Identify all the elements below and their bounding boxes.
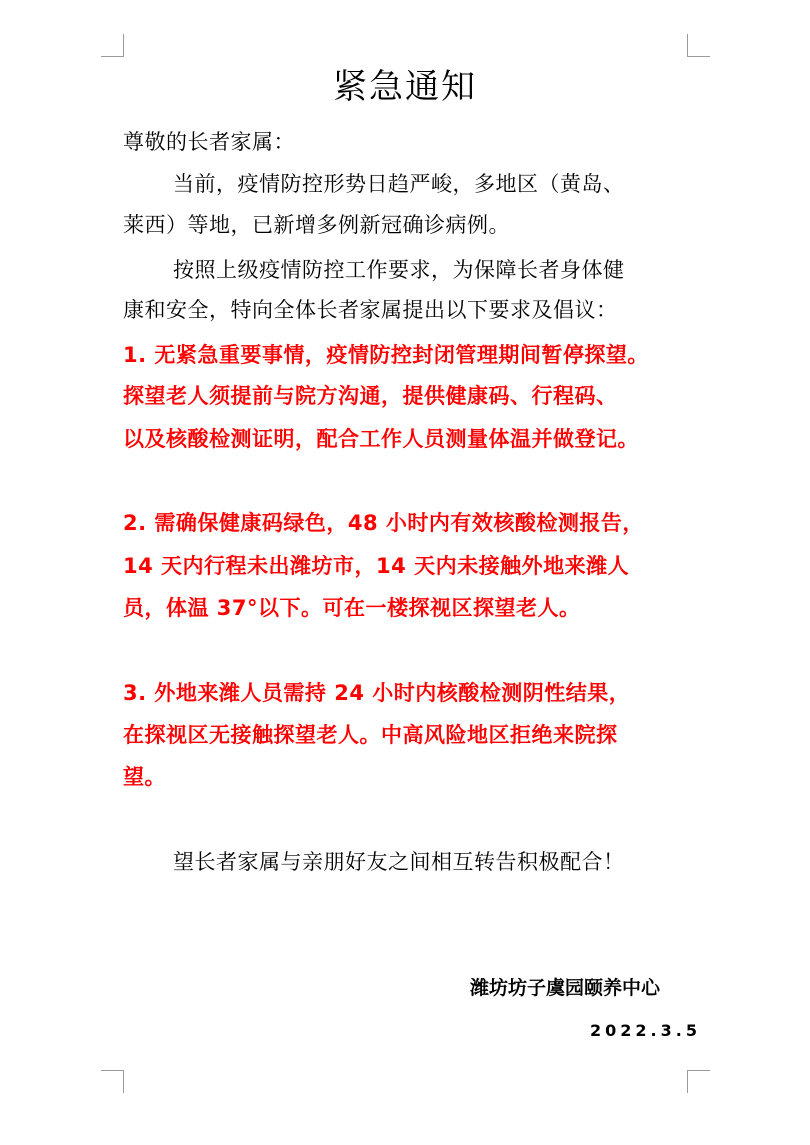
closing-appeal: 望长者家属与亲朋好友之间相互转告积极配合！ [173, 850, 625, 874]
item3-line2: 在探视区无接触探望老人。中高风险地区拒绝来院探 [123, 723, 618, 747]
notice-title: 紧急通知 [333, 67, 477, 107]
item1-line3: 以及核酸检测证明，配合工作人员测量体温并做登记。 [123, 427, 639, 451]
page-corner-mark-top-right [687, 34, 710, 57]
paragraph2-line1: 按照上级疫情防控工作要求，为保障长者身体健 [173, 258, 625, 282]
item2-line3: 员，体温 37°以下。可在一楼探视区探望老人。 [123, 596, 581, 620]
item2-line2: 14 天内行程未出潍坊市，14 天内未接触外地来潍人 [123, 554, 630, 578]
paragraph2-line2: 康和安全，特向全体长者家属提出以下要求及倡议： [123, 298, 618, 322]
page-corner-mark-bottom-left [101, 1070, 124, 1093]
item3-line3: 望。 [123, 765, 166, 789]
signer-organization: 潍坊坊子虞园颐养中心 [470, 977, 661, 999]
salutation: 尊敬的长者家属： [123, 130, 295, 154]
page-corner-mark-top-left [101, 34, 124, 57]
item3-line1: 3. 外地来潍人员需持 24 小时内核酸检测阴性结果， [123, 681, 631, 705]
item1-line2: 探望老人须提前与院方沟通，提供健康码、行程码、 [123, 384, 618, 408]
page-corner-mark-bottom-right [687, 1070, 710, 1093]
paragraph1-line1: 当前，疫情防控形势日趋严峻，多地区（黄岛、 [173, 172, 625, 196]
item2-line1: 2. 需确保健康码绿色，48 小时内有效核酸检测报告， [123, 511, 644, 535]
item1-line1: 1. 无紧急重要事情，疫情防控封闭管理期间暂停探望。 [123, 343, 649, 367]
notice-date: 2022.3.5 [590, 1021, 701, 1040]
paragraph1-line2: 莱西）等地，已新增多例新冠确诊病例。 [123, 213, 510, 237]
